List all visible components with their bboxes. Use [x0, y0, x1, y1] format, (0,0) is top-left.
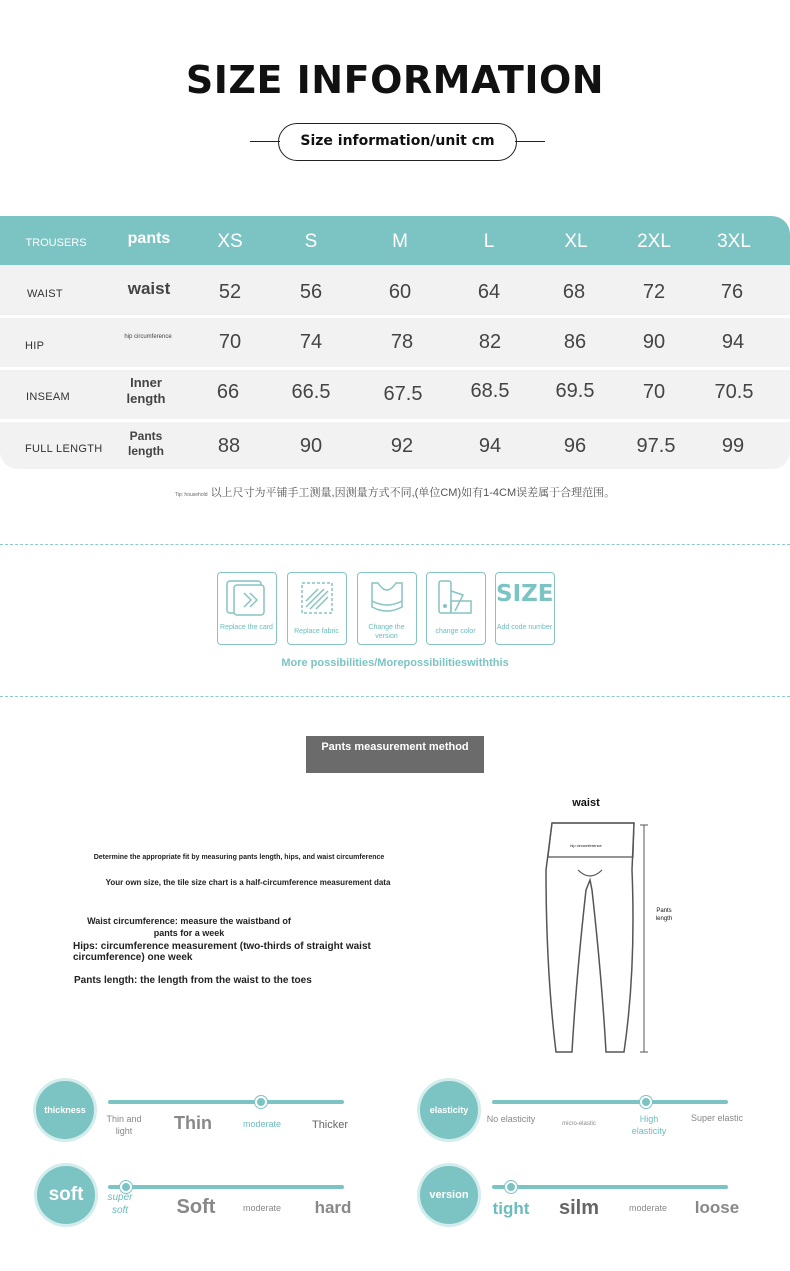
- header-label: TROUSERS: [25, 237, 87, 249]
- row-type: Inner length: [126, 375, 166, 406]
- table-cell: 70: [642, 381, 666, 403]
- soft-option: super soft: [107, 1192, 133, 1216]
- row-label: WAIST: [27, 288, 63, 300]
- size-header: 2XL: [637, 231, 671, 252]
- soft-track: [108, 1185, 344, 1189]
- size-header: L: [483, 231, 495, 252]
- feature-label: Replace the card: [220, 624, 273, 631]
- thickness-option: Thin: [174, 1113, 212, 1133]
- size-header: XL: [564, 231, 588, 252]
- method-hips: Hips: circumference measurement (two-thirds of straight waist circumference) one week: [73, 941, 371, 963]
- table-cell: 78: [390, 331, 414, 353]
- version-option: loose: [694, 1198, 740, 1217]
- elasticity-badge: elasticity: [420, 1081, 478, 1139]
- table-cell: 68.5: [470, 380, 510, 402]
- feature-label: Add code number: [496, 624, 553, 631]
- soft-option: Soft: [176, 1196, 216, 1218]
- row-type: waist: [127, 279, 171, 298]
- fabric-icon: [294, 577, 340, 619]
- measurement-tip: [0, 484, 790, 500]
- method-length: Pants length: the length from the waist to the toes: [74, 975, 312, 986]
- tip-prefix: Tip: household: [174, 492, 208, 498]
- feature-card: [287, 572, 347, 645]
- thickness-badge: thickness: [36, 1081, 94, 1139]
- soft-badge: soft: [37, 1166, 95, 1224]
- table-cell: 66: [216, 381, 240, 403]
- elasticity-option: Super elastic: [690, 1113, 744, 1123]
- thickness-knob: [255, 1096, 267, 1108]
- table-cell: 90: [642, 331, 666, 353]
- more-possibilities: More possibilities/Morepossibilitieswiththis: [281, 657, 509, 669]
- feature-card: [217, 572, 277, 645]
- subtitle-left-line: [250, 141, 280, 142]
- size-header: 3XL: [717, 231, 751, 252]
- size-header: M: [392, 231, 408, 252]
- method-waist: Waist circumference: measure the waistband of pants for a week: [87, 916, 291, 938]
- row-type: Pants length: [128, 429, 164, 458]
- feature-card: [495, 572, 555, 645]
- table-cell: 99: [721, 435, 745, 457]
- elasticity-knob: [640, 1096, 652, 1108]
- elasticity-option: High elasticity: [631, 1114, 667, 1136]
- table-cell: 70.5: [714, 381, 754, 403]
- card-icon: [224, 577, 270, 619]
- table-cell: 97.5: [636, 435, 676, 457]
- version-knob: [505, 1181, 517, 1193]
- dashed-divider: [0, 696, 790, 697]
- feature-label: change color: [435, 628, 476, 635]
- feature-label: Replace fabric: [294, 628, 339, 635]
- table-row: [0, 265, 790, 314]
- table-cell: 67.5: [383, 383, 423, 405]
- size-icon: SIZE: [496, 581, 554, 607]
- pants-diagram: [520, 790, 660, 1060]
- table-cell: 60: [388, 281, 412, 303]
- soft-option: moderate: [242, 1203, 282, 1213]
- table-cell: 74: [299, 331, 323, 353]
- table-row: [0, 422, 790, 469]
- method-note: Your own size, the tile size chart is a half-circumference measurement data: [105, 878, 391, 887]
- size-header: XS: [217, 231, 243, 252]
- feature-card: [357, 572, 417, 645]
- color-icon: [433, 577, 479, 619]
- version-icon: [364, 577, 410, 619]
- table-cell: 94: [478, 435, 502, 457]
- table-cell: 69.5: [555, 380, 595, 402]
- table-cell: 66.5: [291, 381, 331, 403]
- table-row: [0, 370, 790, 419]
- elasticity-track: [492, 1100, 728, 1104]
- row-label: FULL LENGTH: [25, 443, 103, 455]
- table-row: [0, 318, 790, 367]
- size-header: S: [304, 231, 318, 252]
- feature-card: [426, 572, 486, 645]
- table-cell: 86: [563, 331, 587, 353]
- diagram-hip-label: hip circumference: [570, 843, 602, 848]
- table-cell: 52: [218, 281, 242, 303]
- row-type: hip circumference: [124, 334, 172, 340]
- table-cell: 94: [721, 331, 745, 353]
- table-cell: 90: [299, 435, 323, 457]
- page-title: SIZE INFORMATION: [185, 58, 605, 102]
- thickness-track: [108, 1100, 344, 1104]
- size-table: [0, 216, 790, 469]
- table-cell: 96: [563, 435, 587, 457]
- row-label: INSEAM: [26, 391, 70, 403]
- tip-text: 以上尺寸为平铺手工测量,因测量方式不同,(单位CM)如有1-4CM误差属于合理范围。: [210, 487, 616, 499]
- soft-option: hard: [314, 1198, 352, 1217]
- thickness-option: moderate: [242, 1119, 282, 1129]
- table-cell: 56: [299, 281, 323, 303]
- table-cell: 76: [720, 281, 744, 303]
- subtitle-right-line: [515, 141, 545, 142]
- table-cell: 92: [390, 435, 414, 457]
- dashed-divider: [0, 544, 790, 545]
- table-header: [0, 216, 790, 265]
- version-option: moderate: [628, 1203, 668, 1213]
- subtitle-pill: Size information/unit cm: [278, 123, 517, 161]
- table-cell: 68: [562, 281, 586, 303]
- diagram-length-label: Pants length: [655, 908, 673, 922]
- header-type: pants: [127, 230, 171, 247]
- thickness-option: Thin and light: [106, 1114, 142, 1136]
- version-option: silm: [558, 1197, 600, 1219]
- thickness-option: Thicker: [311, 1119, 349, 1131]
- method-title: Pants measurement method: [306, 736, 484, 773]
- elasticity-option: micro-elastic: [562, 1121, 596, 1127]
- version-track: [492, 1185, 728, 1189]
- row-label: HIP: [25, 340, 45, 352]
- version-option: tight: [492, 1199, 530, 1218]
- table-cell: 64: [477, 281, 501, 303]
- table-cell: 70: [218, 331, 242, 353]
- table-cell: 72: [642, 281, 666, 303]
- diagram-waist-label: waist: [572, 797, 600, 809]
- elasticity-option: No elasticity: [486, 1114, 536, 1124]
- feature-label: Change the version: [368, 624, 405, 640]
- version-badge: version: [420, 1166, 478, 1224]
- table-cell: 82: [478, 331, 502, 353]
- table-cell: 88: [217, 435, 241, 457]
- method-intro: Determine the appropriate fit by measuring pants length, hips, and waist circumference: [93, 854, 385, 861]
